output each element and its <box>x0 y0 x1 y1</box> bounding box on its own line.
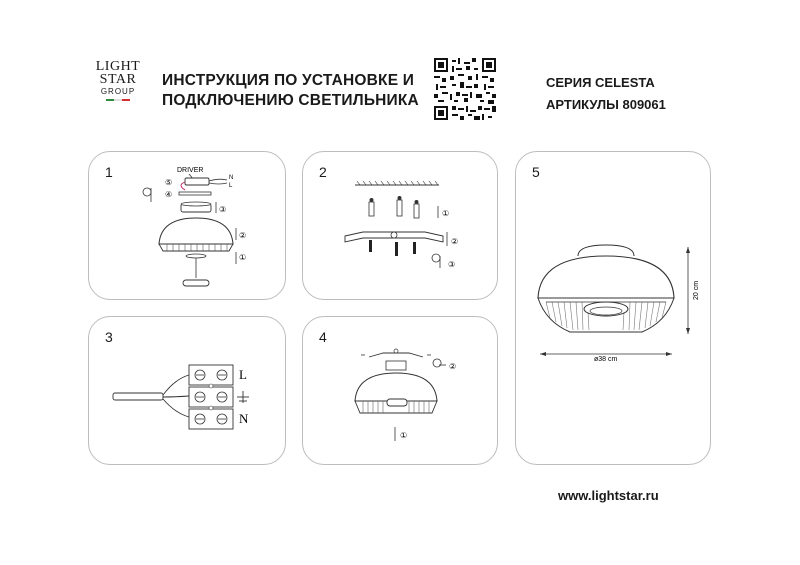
step-panel-3 <box>88 316 286 465</box>
terminal-n-label: N <box>239 411 249 426</box>
qr-code-icon <box>434 58 496 120</box>
step-panel-1 <box>88 151 286 300</box>
step-panel-2 <box>302 151 498 300</box>
assembly-diagram-icon <box>89 152 285 299</box>
product-info <box>546 72 666 116</box>
terminal-l-label: L <box>239 367 247 382</box>
step-number: 1 <box>105 164 113 180</box>
italian-flag-icon <box>92 99 144 101</box>
title-line2: ПОДКЛЮЧЕНИЮ СВЕТИЛЬНИКА <box>162 92 419 109</box>
page-title <box>162 71 419 111</box>
ground-icon <box>237 391 249 403</box>
series-label: СЕРИЯ CELESTA <box>546 75 655 90</box>
diameter-label: ø38 cm <box>594 356 618 363</box>
step-number: 2 <box>319 164 327 180</box>
step-number: 4 <box>319 329 327 345</box>
step3-marker: ③ <box>219 205 227 214</box>
final-mount-diagram-icon <box>303 317 497 464</box>
article-label: АРТИКУЛЫ 809061 <box>546 97 666 112</box>
step2-marker: ② <box>239 231 247 240</box>
driver-label: DRIVER <box>177 167 204 174</box>
step4-marker: ④ <box>165 190 173 199</box>
logo-line2: STAR <box>99 72 137 87</box>
step-number: 3 <box>105 329 113 345</box>
step-number: 5 <box>532 164 540 180</box>
step2-marker: ② <box>449 362 457 371</box>
step1-marker: ① <box>400 431 408 440</box>
wire-n-label: N <box>229 175 234 181</box>
title-line1: ИНСТРУКЦИЯ ПО УСТАНОВКЕ И <box>162 72 415 89</box>
terminal-block-diagram-icon <box>89 317 285 464</box>
logo-line3: GROUP <box>100 87 136 96</box>
step1-marker: ① <box>239 253 247 262</box>
height-label: 20 cm <box>693 280 700 300</box>
dimensions-diagram-icon <box>516 152 710 464</box>
step1-marker: ① <box>442 209 450 218</box>
step3-marker: ③ <box>448 260 456 269</box>
website-link[interactable]: www.lightstar.ru <box>558 488 659 503</box>
brand-logo <box>92 60 144 122</box>
wire-l-label: L <box>229 183 233 189</box>
step2-marker: ② <box>451 237 459 246</box>
step-panel-4 <box>302 316 498 465</box>
step-panel-5 <box>515 151 711 465</box>
logo-line1: LIGHT <box>95 59 141 74</box>
step5-marker: ⑤ <box>165 178 173 187</box>
mounting-plate-diagram-icon <box>303 152 497 299</box>
